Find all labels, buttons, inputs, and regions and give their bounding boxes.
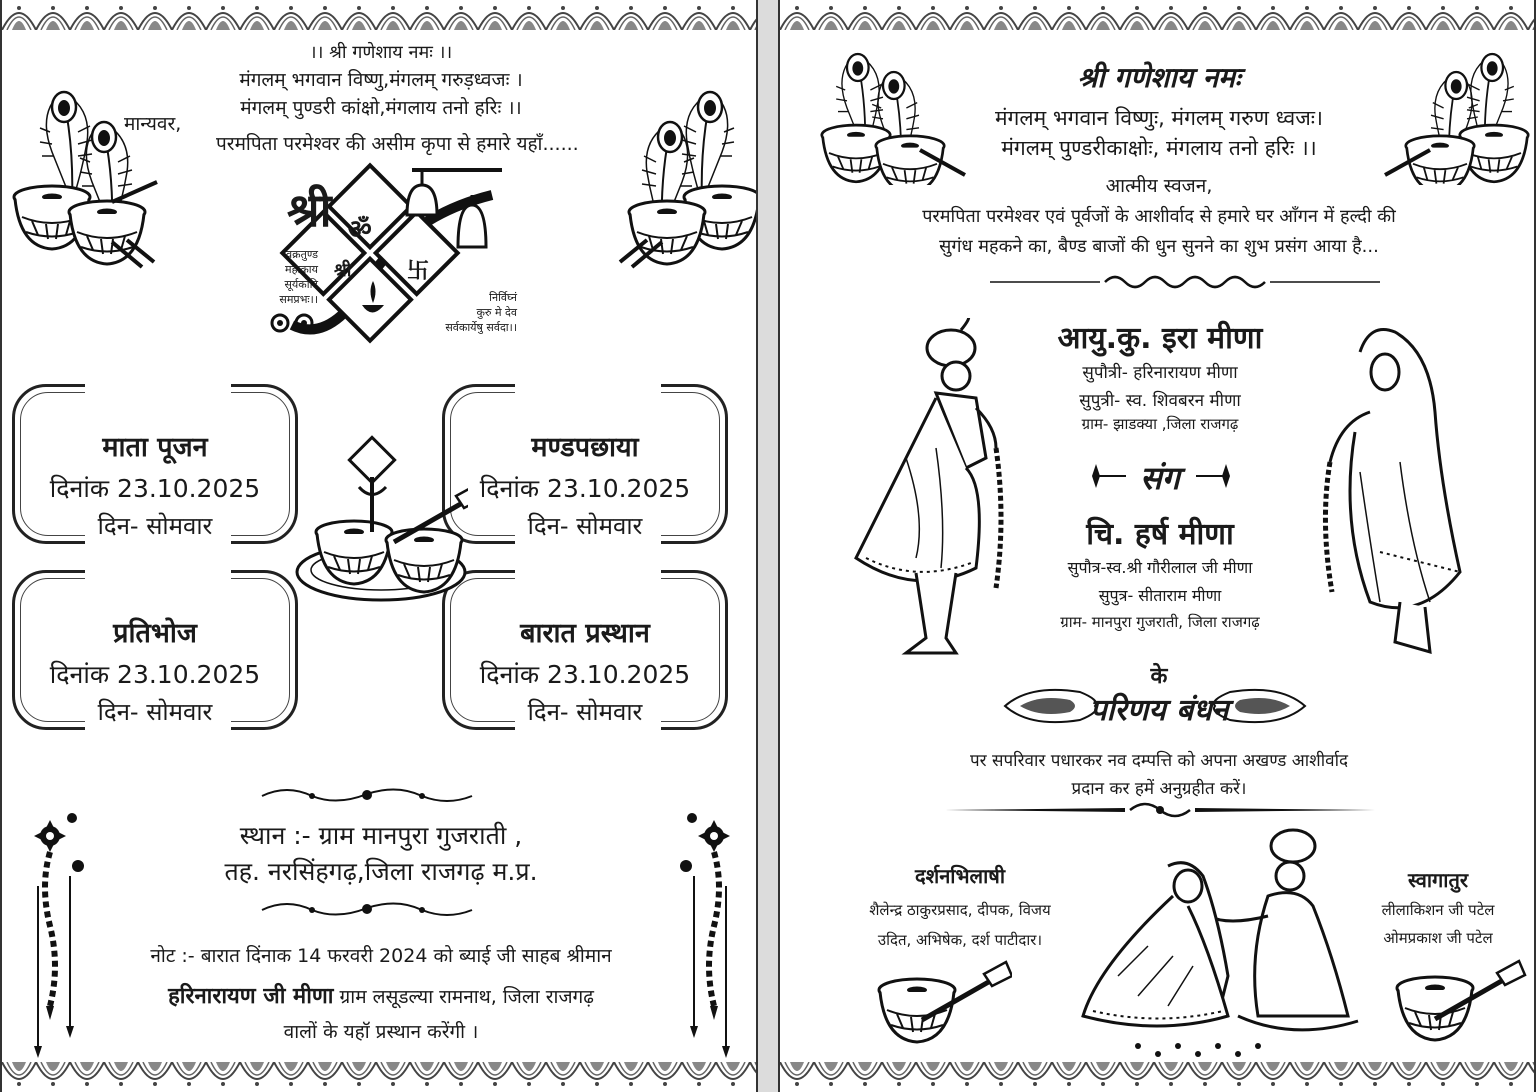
mantra-line-2: मंगलम् पुण्डरी कांक्षो,मंगलाय तनो हरिः ।।: [240, 97, 522, 119]
event-title: माता पूजन: [102, 432, 208, 463]
om-icon: ॐ: [348, 215, 372, 245]
top-border-band: [780, 0, 1534, 30]
dhol-drum-icon: [1390, 944, 1530, 1054]
swagat-name-2: ओमप्रकाश जी पटेल: [1383, 929, 1493, 947]
event-date: दिनांक 23.10.2025: [479, 474, 691, 503]
event-day: दिन- सोमवार: [527, 512, 643, 540]
note-line-3: वालों के यहॉ प्रस्थान करेंगी ।: [283, 1021, 479, 1043]
event-date: दिनांक 23.10.2025: [49, 474, 261, 503]
intro-line-1: परमपिता परमेश्वर एवं पूर्वजों के आशीर्वाद से हमारे घर आँगन में हल्दी की: [922, 206, 1396, 227]
event-title: प्रतिभोज: [113, 618, 197, 649]
event-day: दिन- सोमवार: [97, 698, 213, 726]
invocation: ।। श्री गणेशाय नमः ।।: [309, 42, 453, 63]
note-line-2: हरिनारायण जी मीणा ग्राम लसूडल्या रामनाथ, जिला राजगढ़: [168, 984, 594, 1009]
darshan-names-1: शैलेन्द्र ठाकुरप्रसाद, दीपक, विजय: [869, 901, 1051, 919]
event-box-mata-pujan: [12, 384, 298, 544]
groom-detail-1: सुपौत्र-स्व.श्री गौरीलाल जी मीणा: [1067, 558, 1253, 577]
wedding-couple-icon: [1078, 826, 1368, 1064]
ke-text: के: [1150, 664, 1168, 689]
peacock-feather-icon: [12, 82, 172, 272]
chakra-icon: [270, 312, 320, 334]
intro-line-2: सुगंध महकने का, बैण्ड बाजों की धुन सुनने का शुभ प्रसंग आया है...: [939, 236, 1379, 257]
divider-ornament: [257, 898, 477, 920]
invocation-title: श्री गणेशाय नमः: [1077, 61, 1241, 94]
groom-name: चि. हर्ष मीणा: [1086, 517, 1234, 552]
mantra-line-1: मंगलम् भगवान विष्णुः, मंगलम् गरुण ध्वजः।: [995, 106, 1323, 130]
venue-line-1: स्थान :- ग्राम मानपुरा गुजराती ,: [239, 821, 523, 850]
mantra-line-1: मंगलम् भगवान विष्णु,मंगलम् गरुड़ध्वजः ।: [239, 69, 523, 91]
event-date: दिनांक 23.10.2025: [479, 660, 691, 689]
note-line-1: नोट :- बारात दिंनाक 14 फरवरी 2024 को ब्याई जी साहब श्रीमान: [150, 945, 612, 967]
salutation: मान्यवर,: [124, 113, 182, 135]
emblem-mantra-right: निर्विघ्नं कुरु मे देव सर्वकार्येषु सर्वदा।।: [445, 291, 517, 334]
groom-figure-icon: [846, 318, 1016, 663]
swagatatur-title: स्वागातुर: [1407, 868, 1469, 892]
bride-detail-1: सुपौत्री- हरिनारायण मीणा: [1082, 363, 1238, 383]
emblem-shri-small: श्री: [334, 260, 352, 281]
event-box-pratibhoj: [12, 570, 298, 730]
bride-detail-2: सुपुत्री- स्व. शिवबरन मीणा: [1079, 391, 1241, 411]
emblem-shri: श्री: [287, 183, 332, 237]
intro-text: परमपिता परमेश्वर की असीम कृपा से हमारे यहाँ......: [216, 133, 579, 155]
hanging-flower-toran-icon: [674, 806, 744, 1066]
event-title: मण्डपछाया: [531, 432, 639, 463]
swastik-icon: 卐: [407, 259, 430, 284]
event-box-mandapchhaya: [442, 384, 728, 544]
invite-line-1: पर सपरिवार पधारकर नव दम्पत्ति को अपना अखण्ड आशीर्वाद: [970, 751, 1348, 771]
event-day: दिन- सोमवार: [97, 512, 213, 540]
groom-detail-2: सुपुत्र- सीताराम मीणा: [1098, 586, 1222, 605]
host-name: हरिनारायण जी मीणा: [168, 984, 334, 1009]
mantra-line-2: मंगलम् पुण्डरीकाक्षोः, मंगलाय तनो हरिः ।।: [1001, 136, 1317, 160]
groom-detail-3: ग्राम- मानपुरा गुजराती, जिला राजगढ़: [1060, 613, 1260, 631]
bottom-border-band: [780, 1062, 1534, 1092]
greeting: आत्मीय स्वजन,: [1105, 175, 1213, 197]
darshan-names-2: उदित, अभिषेक, दर्श पाटीदार।: [877, 931, 1043, 949]
bride-name: आयु.कु. इरा मीणा: [1057, 321, 1263, 356]
invite-line-2: प्रदान कर हमें अनुग्रहीत करें।: [1071, 779, 1247, 799]
bottom-border-band: [2, 1062, 756, 1092]
swagat-name-1: लीलाकिशन जी पटेल: [1381, 901, 1495, 919]
divider-ornament: [990, 270, 1380, 294]
event-title: बारात प्रस्थान: [520, 618, 650, 649]
dhol-thali-illustration: [294, 432, 468, 608]
parinay-bandhan-title: परिणय बंधन: [1089, 693, 1229, 728]
emblem-mantra-left: वक्रतुण्ड महाकाय सूर्यकोटि समप्रभः।।: [279, 248, 318, 306]
bride-detail-3: ग्राम- झाडक्या ,जिला राजगढ़: [1081, 415, 1239, 433]
event-day: दिन- सोमवार: [527, 698, 643, 726]
right-card-page: [778, 0, 1536, 1092]
divider-ornament: [945, 798, 1375, 824]
left-card-page: [0, 0, 758, 1092]
darshanabhilashi-title: दर्शनभिलाषी: [914, 864, 1006, 888]
sang-text: संग: [1140, 459, 1180, 497]
dhol-drum-icon: [612, 82, 758, 272]
hanging-flower-toran-icon: [20, 806, 90, 1066]
bride-figure-icon: [1300, 322, 1480, 667]
top-border-band: [2, 0, 756, 30]
dhol-drum-icon: [1380, 45, 1530, 185]
peacock-feather-icon: [820, 45, 970, 185]
shehnai-icon: [872, 950, 1012, 1060]
divider-ornament: [257, 784, 477, 806]
venue-line-2: तह. नरसिंहगढ़,जिला राजगढ़ म.प्र.: [224, 857, 538, 886]
event-date: दिनांक 23.10.2025: [49, 660, 261, 689]
event-box-barat-prasthan: [442, 570, 728, 730]
